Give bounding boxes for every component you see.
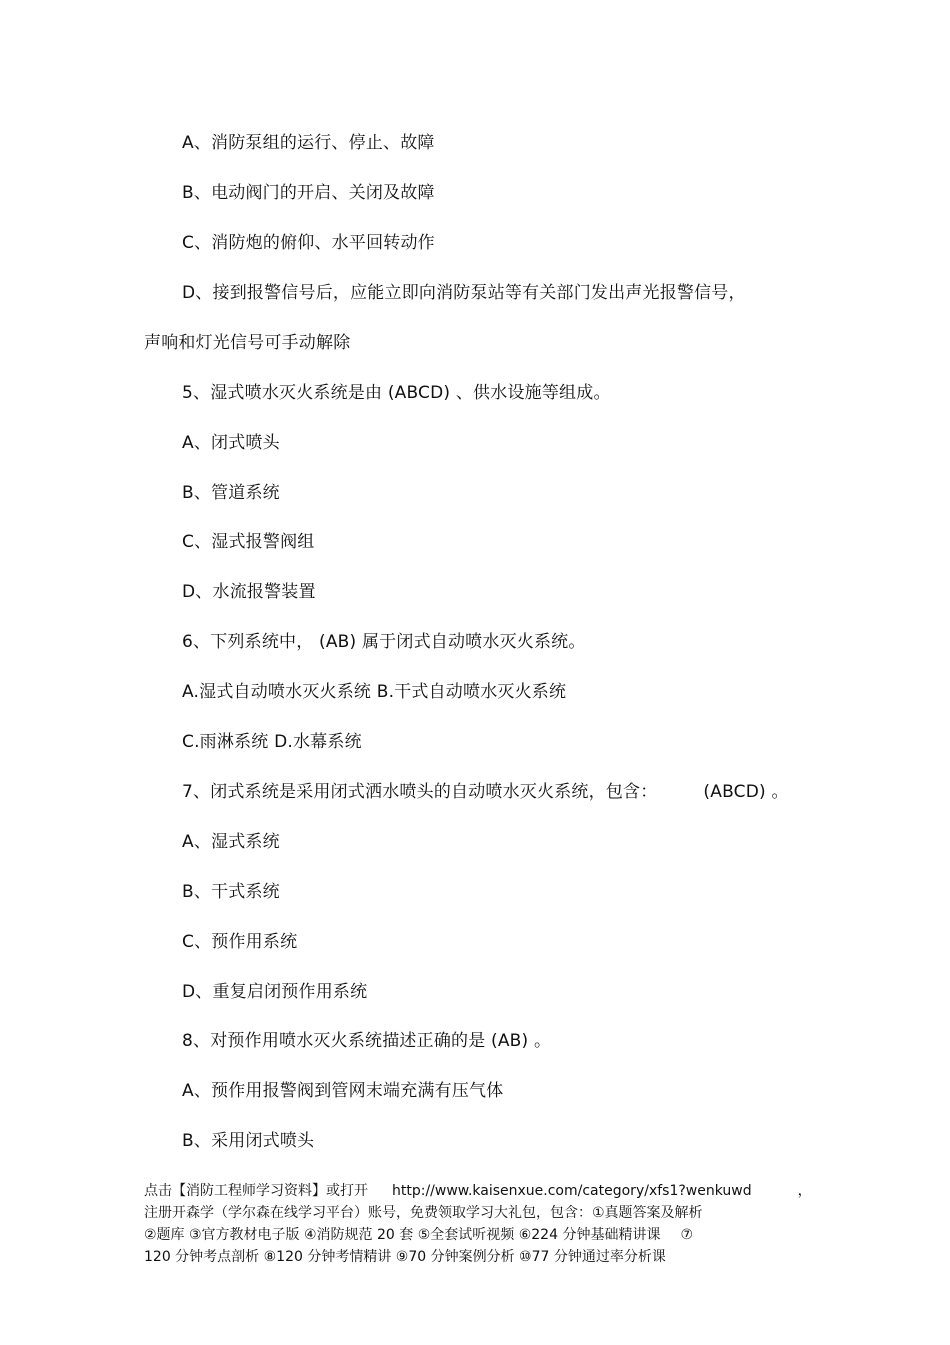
footer-comma: ， [797, 1183, 812, 1199]
q6-question: 6、下列系统中， (AB) 属于闭式自动喷水灭火系统。 [182, 632, 586, 652]
footer-line4: 120 分钟考点剖析 ⑧120 分钟考情精讲 ⑨70 分钟案例分析 ⑩77 分钟通过率分析课 [144, 1249, 666, 1265]
q6-options-ab: A.湿式自动喷水灭火系统 B.干式自动喷水灭火系统 [182, 682, 567, 702]
q4-option-b: B、电动阀门的开启、关闭及故障 [182, 183, 435, 203]
footer-line3-end: ⑦ [680, 1227, 694, 1243]
q8-option-b: B、采用闭式喷头 [182, 1131, 315, 1151]
q7-option-d: D、重复启闭预作用系统 [182, 982, 368, 1002]
q7-question-row [182, 781, 789, 803]
footer-promo-text: 点击【消防工程师学习资料】或打开 [144, 1183, 368, 1199]
q4-option-d-line1: D、接到报警信号后，应能立即向消防泵站等有关部门发出声光报警信号， [182, 283, 746, 303]
footer-line2: 注册开森学（学尔森在线学习平台）账号，免费领取学习大礼包，包含：①真题答案及解析 [144, 1205, 703, 1221]
q7-question: 7、闭式系统是采用闭式洒水喷头的自动喷水灭火系统，包含： [182, 782, 658, 802]
q8-option-a: A、预作用报警阀到管网末端充满有压气体 [182, 1081, 504, 1101]
q5-option-c: C、湿式报警阀组 [182, 532, 315, 552]
footer-url-link[interactable]: http://www.kaisenxue.com/category/xfs1?wenkuwd [392, 1183, 752, 1199]
footer-line3 [144, 1226, 693, 1244]
q5-option-d: D、水流报警装置 [182, 582, 316, 602]
q4-option-a: A、消防泵组的运行、停止、故障 [182, 133, 435, 153]
q5-option-a: A、闭式喷头 [182, 433, 280, 453]
q7-option-a: A、湿式系统 [182, 832, 280, 852]
q7-answer: (ABCD) 。 [703, 782, 789, 802]
q8-question: 8、对预作用喷水灭火系统描述正确的是 (AB) 。 [182, 1031, 552, 1051]
footer-line1 [144, 1182, 812, 1200]
q4-option-c: C、消防炮的俯仰、水平回转动作 [182, 233, 435, 253]
q5-option-b: B、管道系统 [182, 483, 280, 503]
q5-question: 5、湿式喷水灭火系统是由 (ABCD) 、供水设施等组成。 [182, 383, 611, 403]
q7-option-c: C、预作用系统 [182, 932, 298, 952]
footer-line3-text: ②题库 ③官方教材电子版 ④消防规范 20 套 ⑤全套试听视频 ⑥224 分钟基础精讲课 [144, 1227, 661, 1243]
q7-option-b: B、干式系统 [182, 882, 280, 902]
q4-option-d-line2: 声响和灯光信号可手动解除 [144, 333, 351, 353]
q6-options-cd: C.雨淋系统 D.水幕系统 [182, 732, 362, 752]
